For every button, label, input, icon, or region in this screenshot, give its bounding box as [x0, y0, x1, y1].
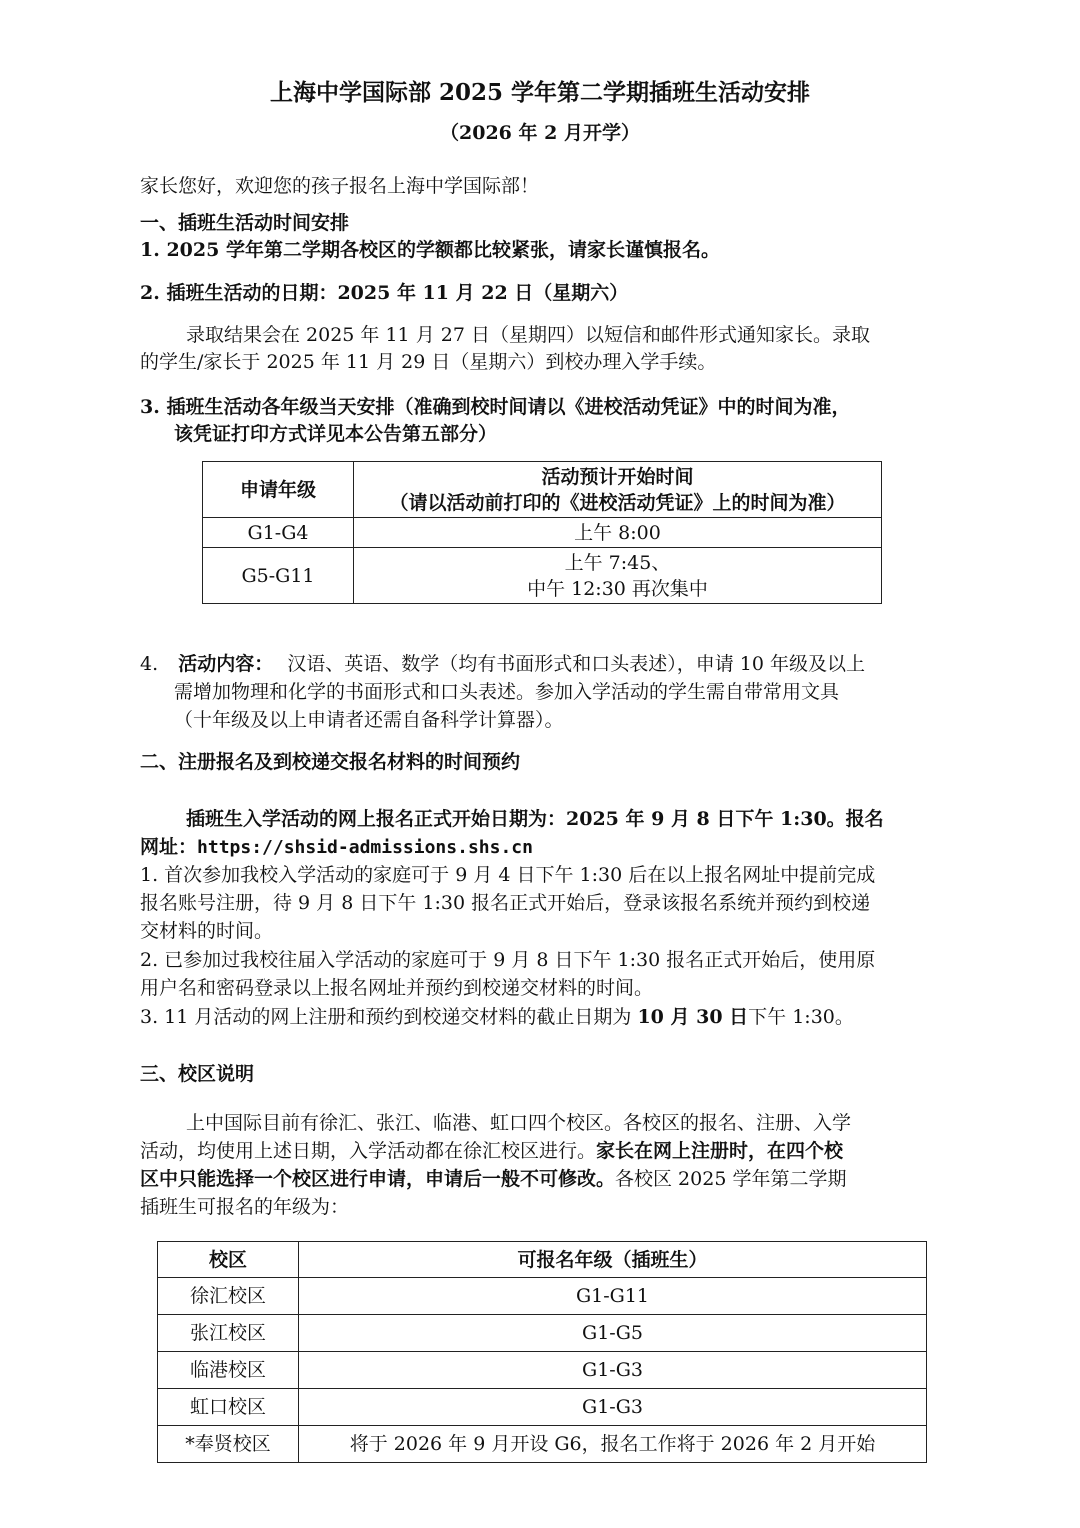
grades-cell: G1-G11	[299, 1278, 927, 1315]
registration-paragraph-line-2	[140, 834, 533, 861]
campus-cell: *奉贤校区	[158, 1426, 299, 1463]
campus-cell: 虹口校区	[158, 1389, 299, 1426]
campus-paragraph-line-4: 插班生可报名的年级为：	[140, 1196, 350, 1218]
note-3-time: 下午 1:30。	[748, 1006, 854, 1028]
campus-notice-part-1: 家长在网上注册时，在四个校	[596, 1140, 844, 1162]
section-1-item-3-line-2: 该凭证打印方式详见本公告第五部分）	[174, 423, 498, 445]
schedule-header-time-line-2: （请以活动前打印的《进校活动凭证》上的时间为准）	[389, 491, 846, 514]
section-3-heading: 三、校区说明	[140, 1063, 255, 1085]
schedule-time-line-2: 中午 12:30 再次集中	[527, 577, 708, 600]
campus-cell: 临港校区	[158, 1352, 299, 1389]
schedule-table	[202, 461, 882, 604]
table-row	[158, 1389, 927, 1426]
section-2-heading: 二、注册报名及到校递交报名材料的时间预约	[140, 751, 521, 773]
grades-cell: G1-G3	[299, 1352, 927, 1389]
campus-cell: 张江校区	[158, 1315, 299, 1352]
note-2-line-2: 用户名和密码登录以上报名网址并预约到校递交材料的时间。	[140, 977, 654, 999]
schedule-grade-cell: G5-G11	[203, 548, 354, 604]
table-row	[158, 1352, 927, 1389]
table-row	[203, 548, 882, 604]
note-2-line-1: 2. 已参加过我校往届入学活动的家庭可于 9 月 8 日下午 1:30 报名正式开始后，使用原	[140, 949, 876, 971]
grades-cell: 将于 2026 年 9 月开设 G6，报名工作将于 2026 年 2 月开始	[299, 1426, 927, 1463]
section-1-item-4-line-1	[140, 651, 865, 677]
section-1-item-4-line-2: 需增加物理和化学的书面形式和口头表述。参加入学活动的学生需自带常用文具	[174, 681, 840, 703]
result-paragraph-line-2: 的学生/家长于 2025 年 11 月 29 日（星期六）到校办理入学手续。	[140, 351, 717, 373]
registration-paragraph-line-1: 插班生入学活动的网上报名正式开始日期为：2025 年 9 月 8 日下午 1:30。报名	[186, 808, 884, 830]
result-paragraph-line-1: 录取结果会在 2025 年 11 月 27 日（星期四）以短信和邮件形式通知家长。录取	[186, 324, 870, 346]
schedule-time-cell	[354, 548, 882, 604]
page-subtitle: （2026 年 2 月开学）	[440, 122, 640, 144]
url-label: 网址：	[140, 836, 198, 858]
page-title: 上海中学国际部 2025 学年第二学期插班生活动安排	[269, 79, 811, 106]
schedule-time-cell: 上午 8:00	[354, 518, 882, 548]
section-1-item-1: 1. 2025 学年第二学期各校区的学额都比较紧张，请家长谨慎报名。	[140, 239, 720, 261]
campus-table	[157, 1241, 927, 1463]
campus-paragraph-line-3	[140, 1166, 846, 1192]
item-4-label: 活动内容：	[178, 653, 274, 675]
note-3-text: 3. 11 月活动的网上注册和预约到校递交材料的截止日期为	[140, 1006, 638, 1028]
campus-header-grades: 可报名年级（插班生）	[299, 1242, 927, 1278]
campus-paragraph-line-2	[140, 1138, 843, 1164]
campus-notice-part-2: 区中只能选择一个校区进行申请，申请后一般不可修改。	[140, 1168, 616, 1190]
schedule-header-time-line-1: 活动预计开始时间	[541, 465, 694, 488]
campus-text: 活动，均使用上述日期，入学活动都在徐汇校区进行。	[140, 1140, 597, 1162]
section-1-item-4-line-3: （十年级及以上申请者还需自备科学计算器）。	[174, 709, 564, 731]
table-row	[158, 1315, 927, 1352]
campus-text-2: 各校区 2025 学年第二学期	[615, 1168, 847, 1190]
schedule-time-line-1: 上午 7:45、	[564, 551, 671, 574]
grades-cell: G1-G5	[299, 1315, 927, 1352]
note-3	[140, 1004, 854, 1030]
item-4-number: 4.	[140, 653, 159, 675]
section-1-heading: 一、插班生活动时间安排	[140, 212, 350, 234]
campus-header-campus: 校区	[158, 1242, 299, 1278]
greeting: 家长您好，欢迎您的孩子报名上海中学国际部！	[140, 175, 540, 197]
registration-url-link[interactable]: https://shsid-admissions.shs.cn	[197, 837, 533, 858]
note-3-deadline: 10 月 30 日	[637, 1006, 749, 1028]
grades-cell: G1-G3	[299, 1389, 927, 1426]
schedule-header-time	[354, 462, 882, 518]
item-4-text: 汉语、英语、数学（均有书面形式和口头表述），申请 10 年级及以上	[287, 653, 866, 675]
note-1-line-2: 报名账号注册，待 9 月 8 日下午 1:30 报名正式开始后，登录该报名系统并预约到校递	[140, 892, 871, 914]
note-1-line-1: 1. 首次参加我校入学活动的家庭可于 9 月 4 日下午 1:30 后在以上报名网址中提前完成	[140, 864, 876, 886]
section-1-item-2: 2. 插班生活动的日期：2025 年 11 月 22 日（星期六）	[140, 282, 629, 304]
section-1-item-3-line-1: 3. 插班生活动各年级当天安排（准确到校时间请以《进校活动凭证》中的时间为准，	[140, 396, 851, 418]
table-row	[203, 518, 882, 548]
campus-paragraph-line-1: 上中国际目前有徐汇、张江、临港、虹口四个校区。各校区的报名、注册、入学	[186, 1112, 852, 1134]
note-1-line-3: 交材料的时间。	[140, 920, 274, 942]
table-row	[158, 1426, 927, 1463]
table-row	[158, 1278, 927, 1315]
campus-cell: 徐汇校区	[158, 1278, 299, 1315]
schedule-grade-cell: G1-G4	[203, 518, 354, 548]
schedule-header-grade: 申请年级	[203, 462, 354, 518]
